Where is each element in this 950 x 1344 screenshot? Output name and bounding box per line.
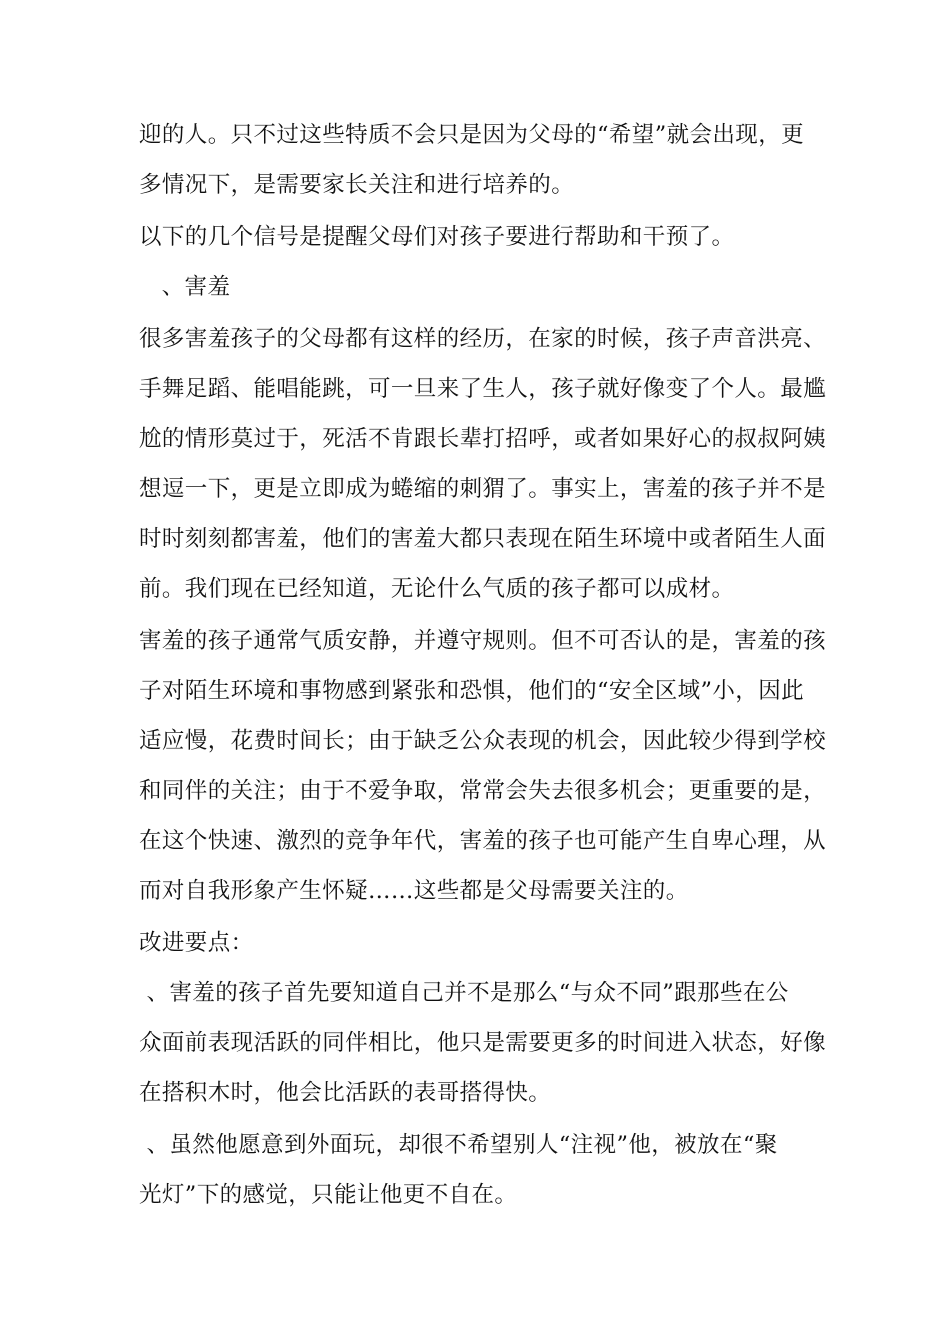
- text-line: 众面前表现活跃的同伴相比，他只是需要更多的时间进入状态，好像: [139, 1030, 827, 1056]
- text-line: 光灯”下的感觉，只能让他更不自在。: [139, 1182, 518, 1208]
- text-line: 很多害羞孩子的父母都有这样的经历，在家的时候，孩子声音洪亮、: [139, 326, 827, 352]
- text-line: 、虽然他愿意到外面玩，却很不希望别人“注视”他，被放在“聚: [139, 1132, 778, 1158]
- text-line: 、害羞的孩子首先要知道自己并不是那么“与众不同”跟那些在公: [139, 980, 789, 1006]
- text-line: 前。我们现在已经知道，无论什么气质的孩子都可以成材。: [139, 576, 735, 602]
- text-line: 在这个快速、激烈的竞争年代，害羞的孩子也可能产生自卑心理，从: [139, 828, 827, 854]
- text-line: 适应慢，花费时间长；由于缺乏公众表现的机会，因此较少得到学校: [139, 728, 827, 754]
- text-line: 尬的情形莫过于，死活不肯跟长辈打招呼，或者如果好心的叔叔阿姨: [139, 426, 827, 452]
- section-heading: 、害羞: [139, 274, 231, 300]
- text-line: 害羞的孩子通常气质安静，并遵守规则。但不可否认的是，害羞的孩: [139, 628, 827, 654]
- text-line: 时时刻刻都害羞，他们的害羞大都只表现在陌生环境中或者陌生人面: [139, 526, 827, 552]
- text-line: 以下的几个信号是提醒父母们对孩子要进行帮助和干预了。: [139, 224, 735, 250]
- text-line: 在搭积木时，他会比活跃的表哥搭得快。: [139, 1080, 552, 1106]
- text-line: 而对自我形象产生怀疑……这些都是父母需要关注的。: [139, 878, 689, 904]
- text-line: 想逗一下，更是立即成为蜷缩的刺猬了。事实上，害羞的孩子并不是: [139, 476, 827, 502]
- text-line: 迎的人。只不过这些特质不会只是因为父母的“希望”就会出现，更: [139, 122, 805, 148]
- text-line: 手舞足蹈、能唱能跳，可一旦来了生人，孩子就好像变了个人。最尴: [139, 376, 827, 402]
- section-heading: 改进要点：: [139, 930, 254, 956]
- text-line: 子对陌生环境和事物感到紧张和恐惧，他们的“安全区域”小，因此: [139, 678, 805, 704]
- text-line: 和同伴的关注；由于不爱争取，常常会失去很多机会；更重要的是，: [139, 778, 827, 804]
- text-line: 多情况下，是需要家长关注和进行培养的。: [139, 172, 575, 198]
